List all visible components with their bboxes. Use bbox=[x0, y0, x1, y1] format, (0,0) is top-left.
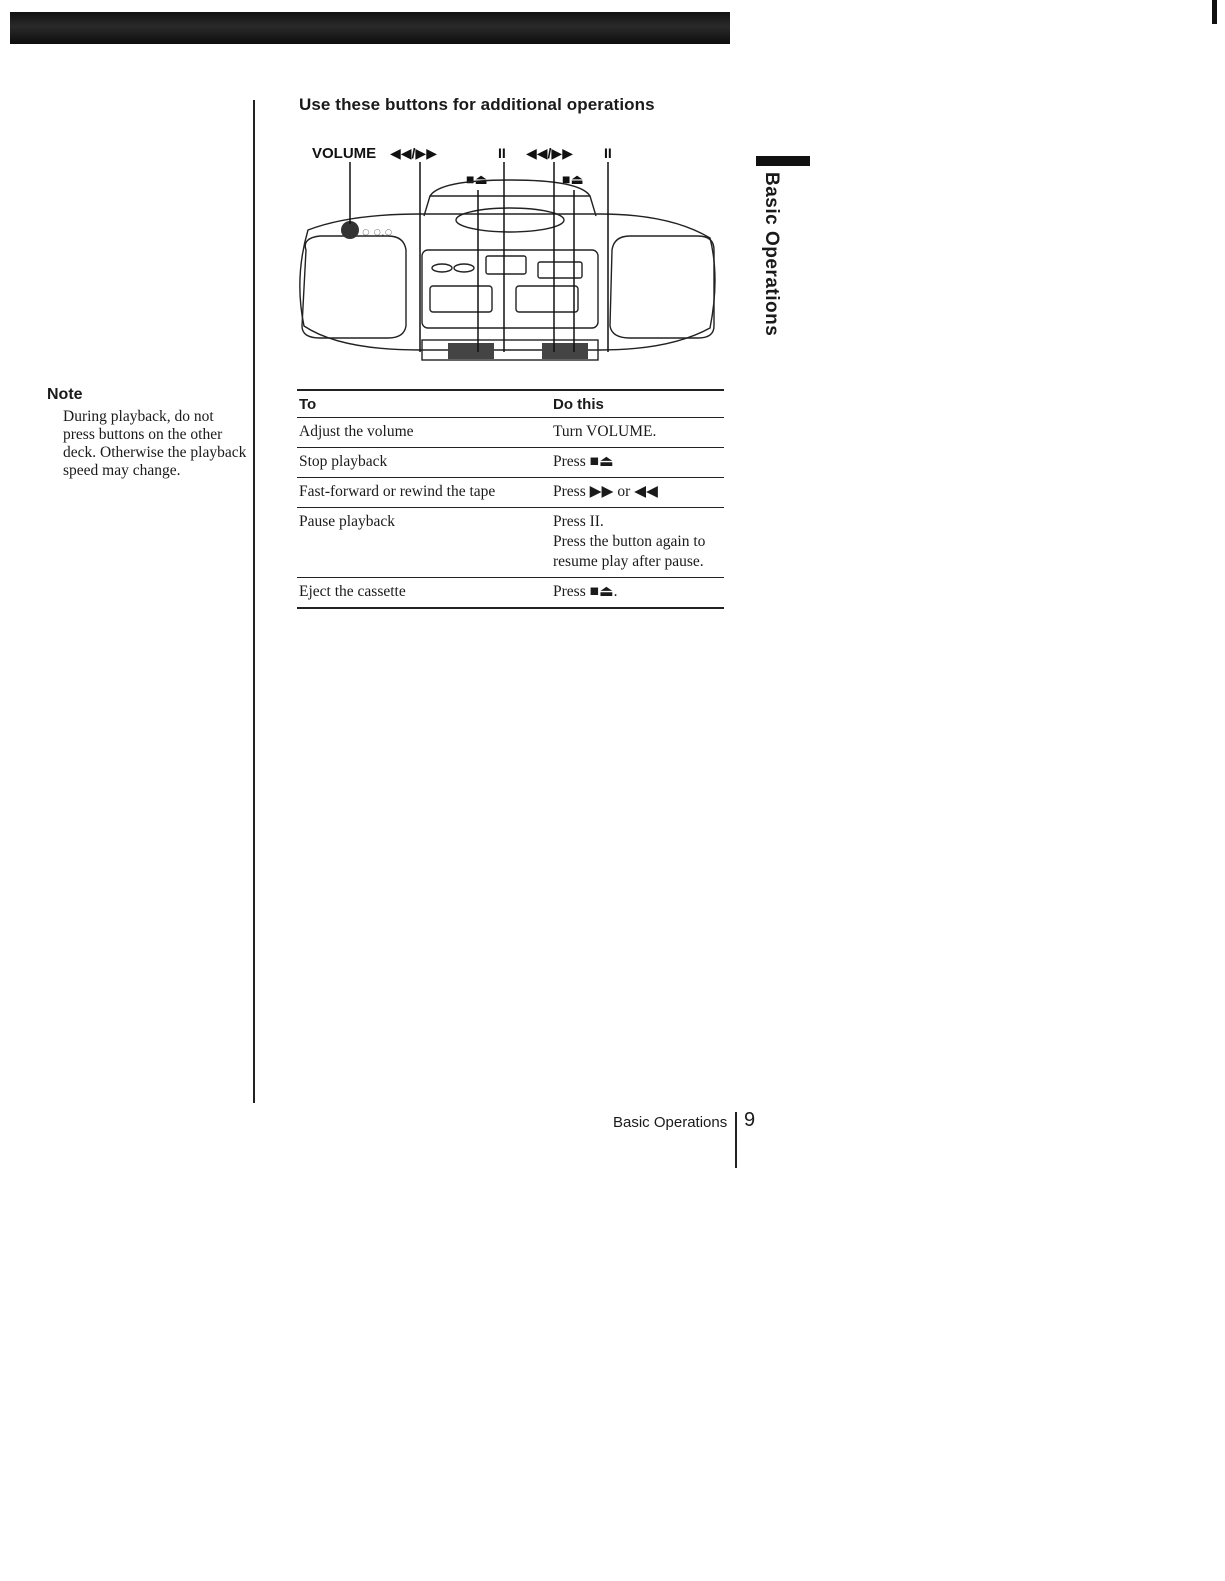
side-tab-label: Basic Operations bbox=[761, 172, 782, 337]
table-header-row bbox=[297, 390, 724, 418]
header-to: To bbox=[297, 390, 551, 418]
section-heading: Use these buttons for additional operations bbox=[299, 95, 655, 114]
table-row bbox=[297, 448, 724, 478]
player-illustration bbox=[290, 138, 730, 370]
corner-mark bbox=[1212, 0, 1217, 24]
cassette-player-diagram bbox=[290, 138, 730, 370]
footer-divider bbox=[735, 1112, 737, 1168]
row-do: Turn VOLUME. bbox=[551, 418, 724, 448]
label-rew-ff-a: ◀◀/▶▶ bbox=[390, 145, 437, 161]
column-divider bbox=[253, 100, 255, 1103]
note-title: Note bbox=[47, 386, 83, 403]
side-tab-marker bbox=[756, 156, 810, 166]
label-pause-b: II bbox=[604, 145, 612, 161]
footer-section: Basic Operations bbox=[613, 1114, 728, 1131]
table-row bbox=[297, 508, 724, 578]
label-pause-a: II bbox=[498, 145, 506, 161]
label-stop-eject-b: ■⏏ bbox=[562, 171, 584, 187]
label-rew-ff-b: ◀◀/▶▶ bbox=[526, 145, 573, 161]
table-row bbox=[297, 578, 724, 609]
operations-table bbox=[297, 389, 724, 609]
row-to: Eject the cassette bbox=[297, 578, 551, 609]
row-do: Press ▶▶ or ◀◀ bbox=[551, 478, 724, 508]
note-body: During playback, do not press buttons on the other deck. Otherwise the playback speed may change. bbox=[63, 408, 247, 479]
table-row bbox=[297, 418, 724, 448]
row-do: Press ■⏏. bbox=[551, 578, 724, 609]
row-do: Press II. Press the button again to resume play after pause. bbox=[551, 508, 724, 578]
row-to: Adjust the volume bbox=[297, 418, 551, 448]
page-number: 9 bbox=[744, 1109, 756, 1131]
row-to: Fast-forward or rewind the tape bbox=[297, 478, 551, 508]
header-bar bbox=[10, 12, 730, 44]
row-do: Press ■⏏ bbox=[551, 448, 724, 478]
row-to: Pause playback bbox=[297, 508, 551, 578]
table-row bbox=[297, 478, 724, 508]
row-to: Stop playback bbox=[297, 448, 551, 478]
label-stop-eject-a: ■⏏ bbox=[466, 171, 488, 187]
label-volume: VOLUME bbox=[312, 145, 377, 162]
svg-text:◌ ◌.◌: ◌ ◌.◌ bbox=[362, 224, 393, 239]
header-do-this: Do this bbox=[551, 390, 724, 418]
